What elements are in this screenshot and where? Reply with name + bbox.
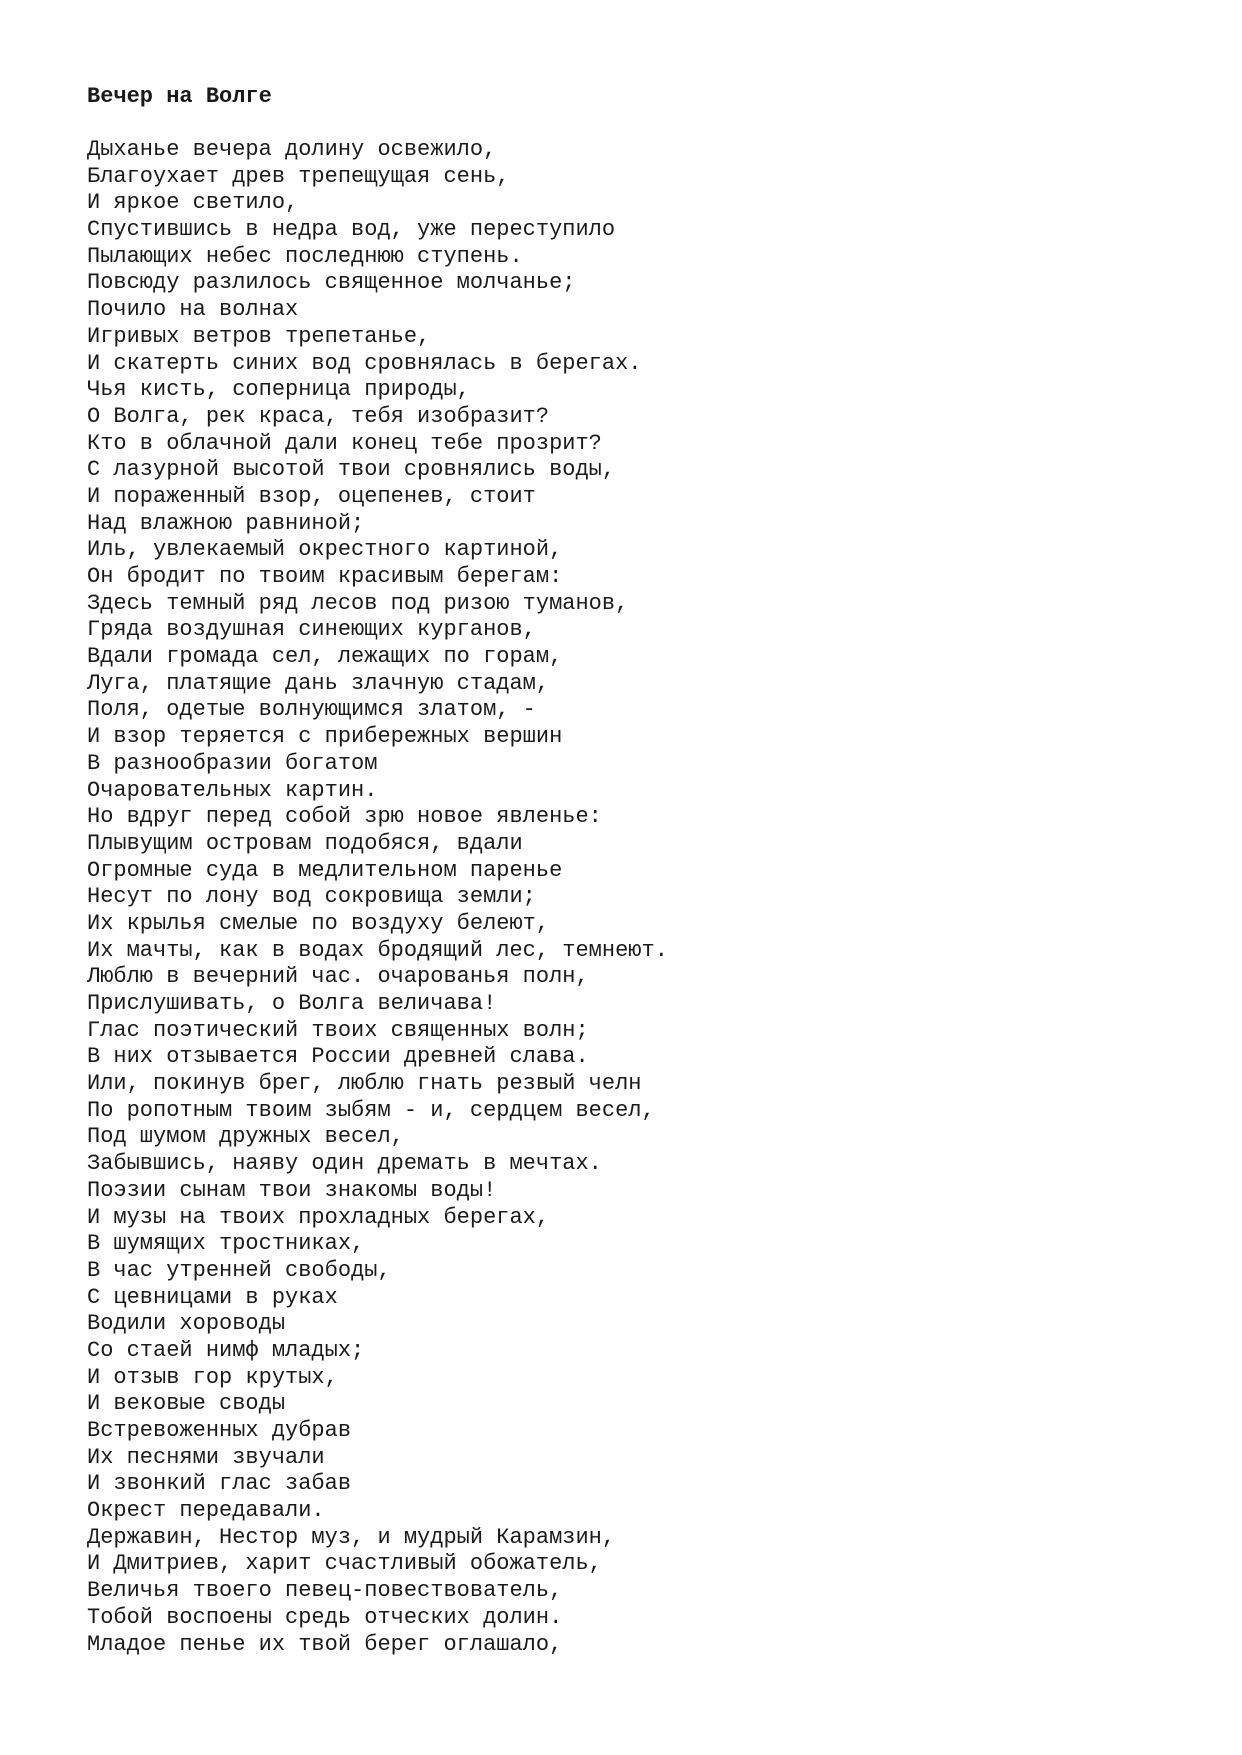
poem-title: Вечер на Волге [87,84,272,109]
poem-line: Величья твоего певец-повествователь, [87,1578,563,1604]
poem-line: Или, покинув брег, люблю гнать резвый челн [87,1071,642,1097]
poem-line: Кто в облачной дали конец тебе прозрит? [87,430,602,456]
poem-line: Спустившись в недра вод, уже переступило [87,217,616,243]
poem-line: Окрест передавали. [87,1498,325,1524]
poem-line: Дыханье вечера долину освежило, [87,137,497,162]
poem-line: Вдали громада сел, лежащих по горам, [87,644,563,670]
poem-line: Пылающих небес последнюю ступень. [87,243,523,269]
poem-line: Плывущим островам подобяся, вдали [87,830,523,856]
poem-line: Державин, Нестор муз, и мудрый Карамзин, [87,1524,616,1550]
poem-line: Под шумом дружных весел, [87,1124,404,1150]
poem-line: Встревоженных дубрав [87,1418,352,1443]
poem-line: Их песнями звучали [87,1444,325,1470]
poem-line: И Дмитриев, харит счастливый обожатель, [87,1551,602,1577]
poem-line: Поля, одетые волнующимся златом, - [87,697,536,723]
poem-line: С лазурной высотой твои сровнялись воды, [87,457,616,483]
poem-line: Над влажною равниной; [87,510,365,536]
poem-line: Их крылья смелые по воздуху белеют, [87,910,550,936]
poem-line: Прислушивать, о Волга величава! [87,991,497,1016]
poem-line: Со стаей нимф младых; [87,1337,365,1363]
poem-line: Люблю в вечерний час. очарованья полн, [87,964,589,990]
poem-line: Повсюду разлилось священное молчанье; [87,270,576,296]
poem-line: И музы на твоих прохладных берегах, [87,1204,550,1230]
poem-line: В них отзывается России древней слава. [87,1044,589,1070]
poem-line: Луга, платящие дань злачную стадам, [87,670,550,696]
poem-line: И отзыв гор крутых, [87,1364,338,1390]
poem-line: С цевницами в руках [87,1284,338,1310]
poem-line: Несут по лону вод сокровища земли; [87,884,536,910]
poem-line: В разнообразии богатом [87,750,378,776]
poem-line: И взор теряется с прибережных вершин [87,724,563,750]
poem-line: О Волга, рек краса, тебя изобразит? [87,403,550,429]
poem-line: И звонкий глас забав [87,1471,352,1497]
poem-line: Поэзии сынам твои знакомы воды! [87,1177,497,1203]
poem-line: Огромные суда в медлительном паренье [87,857,563,883]
poem-line: Игривых ветров трепетанье, [87,323,431,349]
poem-line: Очаровательных картин. [87,777,378,803]
poem-line: Почило на волнах [87,297,299,323]
poem-line: Он бродит по твоим красивым берегам: [87,564,563,589]
poem-line: Тобой воспоены средь отческих долин. [87,1604,563,1630]
poem-line: И вековые своды [87,1391,286,1417]
poem-line: Иль, увлекаемый окрестного картиной, [87,537,563,563]
poem-line: Чья кисть, соперница природы, [87,377,470,403]
poem-line: Глас поэтический твоих священных волн; [87,1017,589,1043]
poem-line: Гряда воздушная синеющих курганов, [87,617,536,643]
poem-line: По ропотным твоим зыбям - и, сердцем весел, [87,1097,655,1123]
poem-line: Забывшись, наяву один дремать в мечтах. [87,1151,602,1177]
poem-line: И яркое светило, [87,190,299,216]
poem-line: И скатерть синих вод сровнялась в берегах. [87,350,642,376]
poem-line: В шумящих тростниках, [87,1231,365,1257]
poem-line: И пораженный взор, оцепенев, стоит [87,483,536,509]
poem-body [87,137,668,1658]
poem-line: Младое пенье их твой берег оглашало, [87,1631,563,1657]
poem-line: Здесь темный ряд лесов под ризою туманов, [87,590,629,616]
poem-line: Благоухает древ трепещущая сень, [87,163,510,189]
poem-line: Их мачты, как в водах бродящий лес, темнеют. [87,937,668,963]
poem-line: В час утренней свободы, [87,1257,391,1283]
poem-line: Водили хороводы [87,1311,286,1337]
poem-line: Но вдруг перед собой зрю новое явленье: [87,804,602,830]
